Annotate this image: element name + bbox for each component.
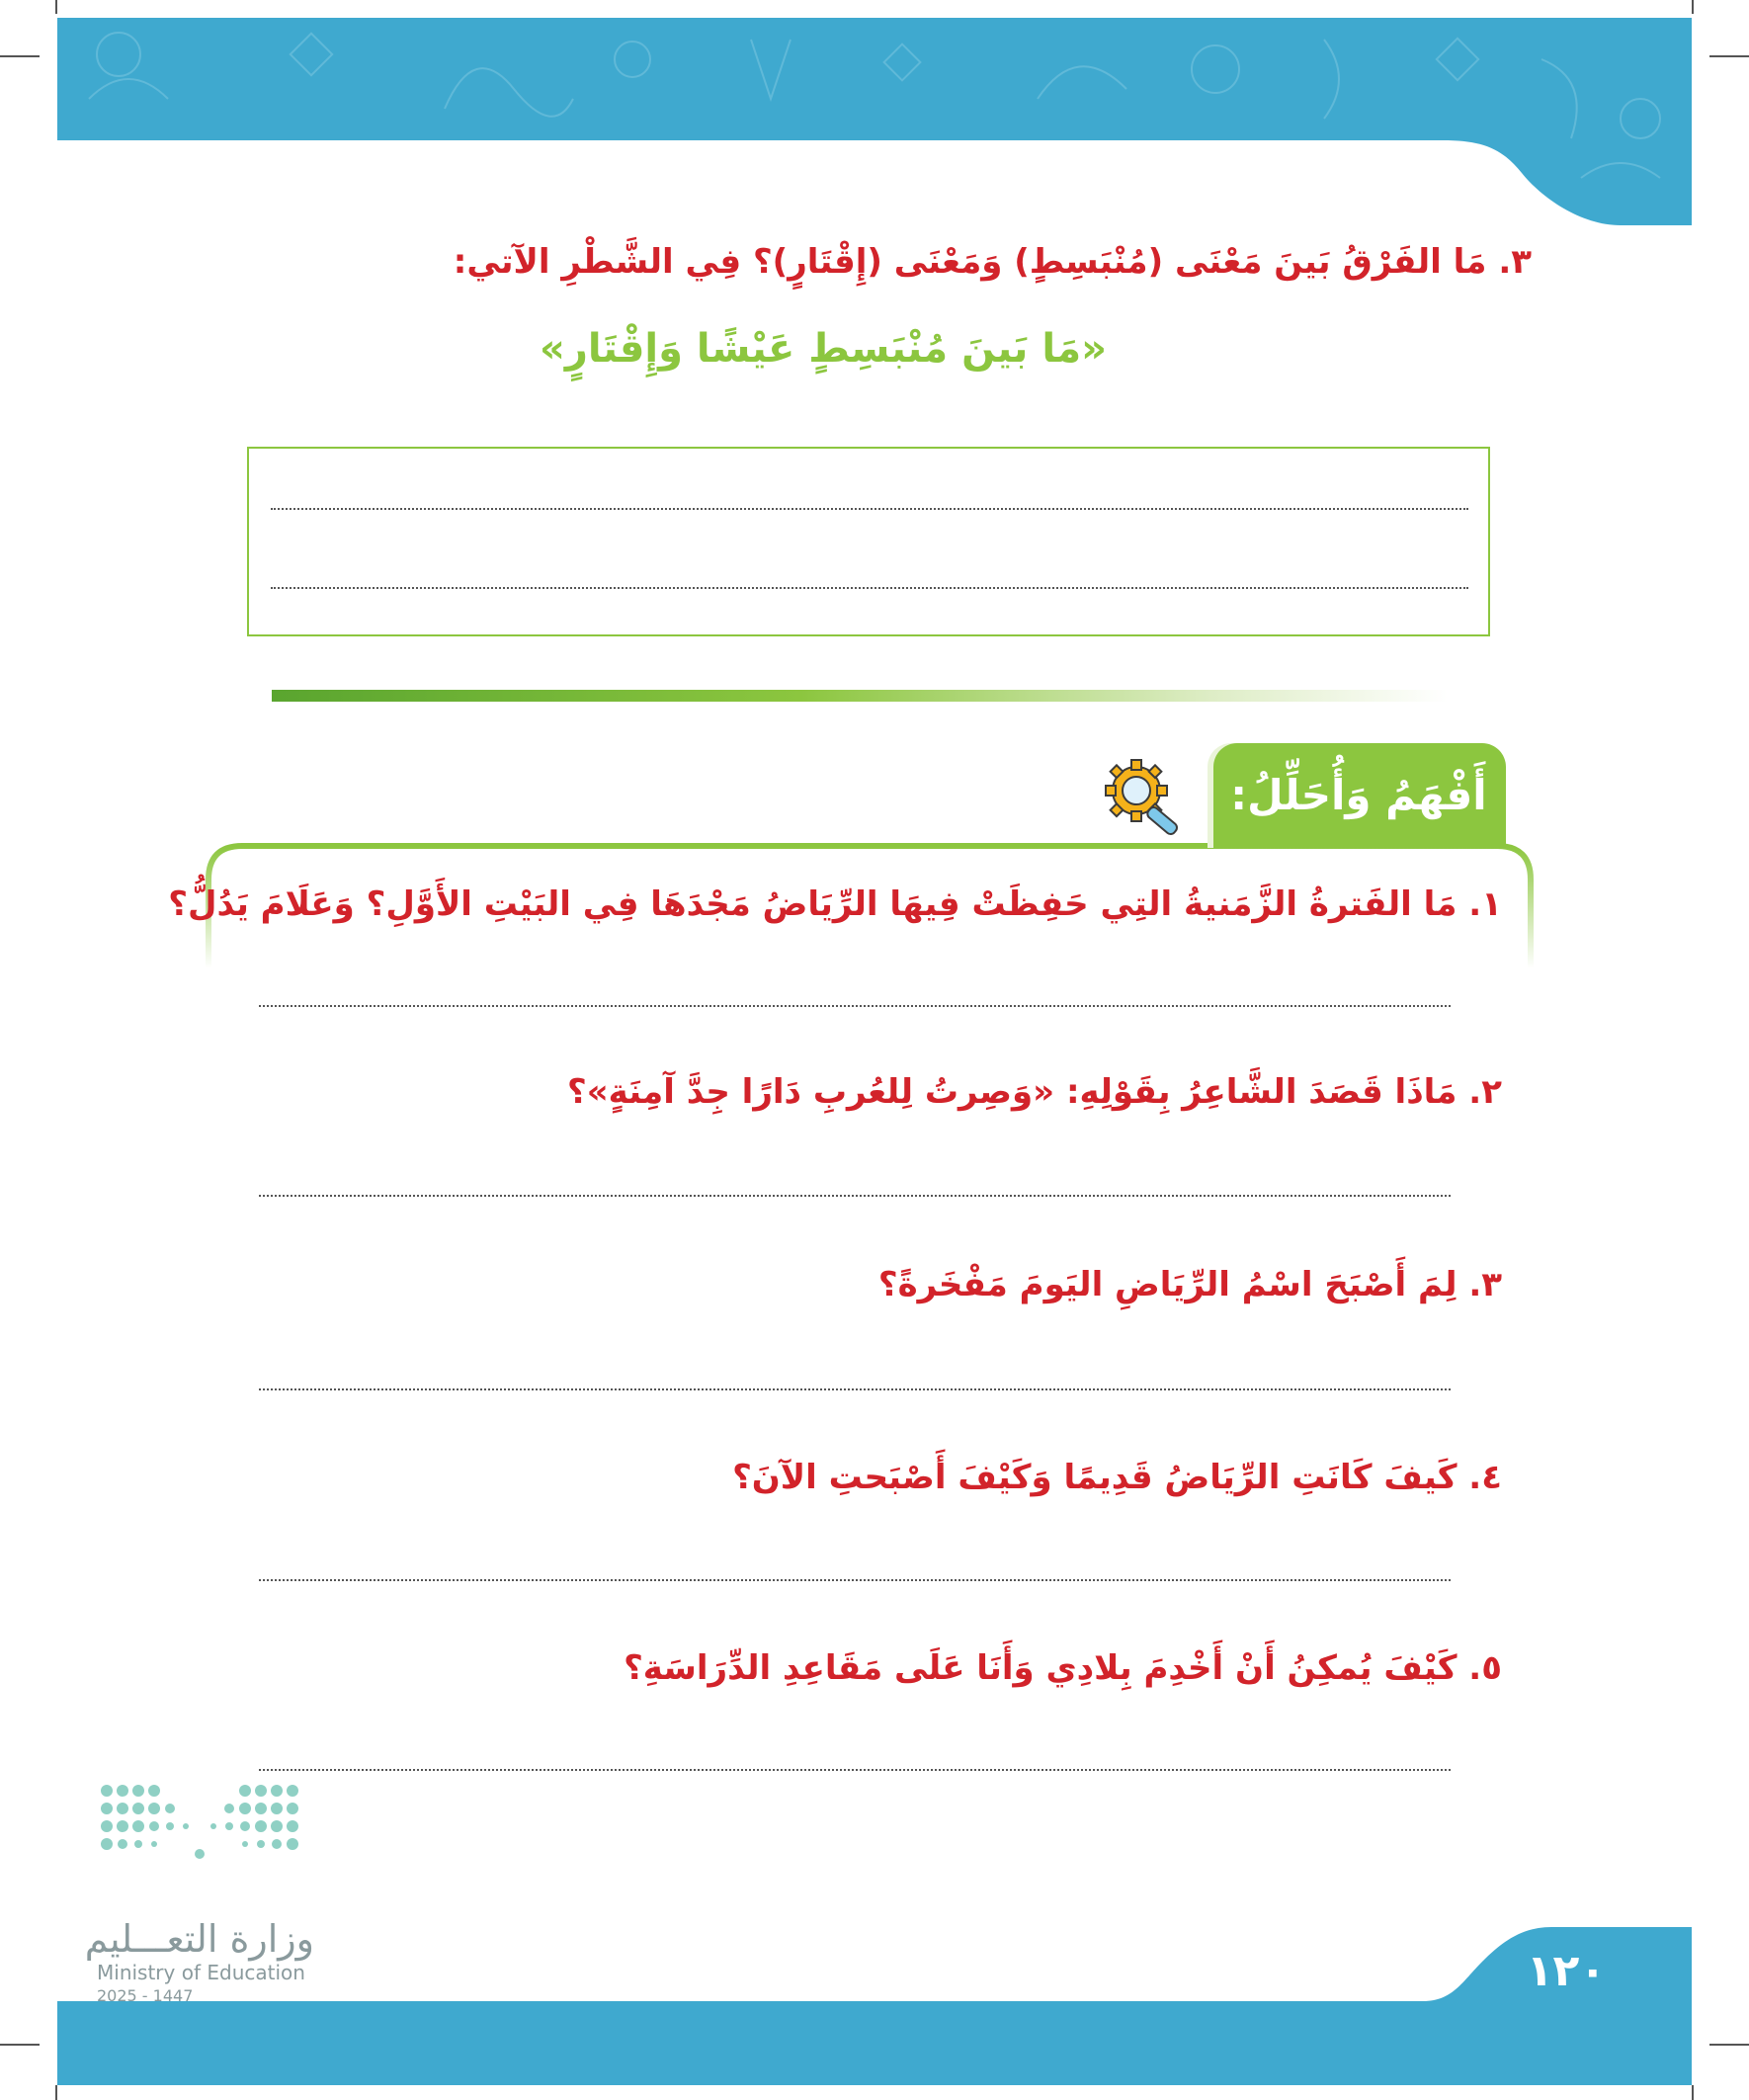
- verse-quote: «مَا بَينَ مُنْبَسِطٍ عَيْشًا وَإِقْتَارٍ»: [540, 326, 1107, 372]
- magnifier-gear-icon: [1102, 756, 1191, 845]
- answer-box[interactable]: [247, 447, 1490, 636]
- section-divider: [272, 690, 1448, 702]
- ministry-year: 2025 - 1447: [97, 1986, 194, 2005]
- page-number: ١٢٠: [1526, 1946, 1607, 1996]
- answer-line[interactable]: [259, 1579, 1451, 1581]
- question-2-text: ٢. مَاذَا قَصَدَ الشَّاعِرُ بِقَوْلِهِ: «وَصِرتُ لِلعُربِ دَارًا جِدَّ آمِنَةٍ»؟: [566, 1072, 1502, 1112]
- answer-line[interactable]: [271, 508, 1468, 510]
- answer-line[interactable]: [259, 1005, 1451, 1007]
- answer-line[interactable]: [259, 1388, 1451, 1390]
- ministry-logo-icon: [97, 1779, 314, 1897]
- ministry-name-ar: وزارة التعـــليم: [84, 1917, 314, 1961]
- answer-line[interactable]: [271, 587, 1468, 589]
- question-5-text: ٥. كَيْفَ يُمكِنُ أَنْ أَخْدِمَ بِلادِي وَأَنَا عَلَى مَقَاعِدِ الدِّرَاسَةِ؟: [624, 1648, 1502, 1688]
- question-1-text: ١. مَا الفَترةُ الزَّمَنيةُ التِي حَفِظَتْ فِيهَا الرِّيَاضُ مَجْدَهَا فِي البَيْتِ الأَوَّلِ؟ وَعَلَامَ يَدُلُّ؟: [168, 884, 1502, 924]
- question-3b-text: ٣. لِمَ أَصْبَحَ اسْمُ الرِّيَاضِ اليَومَ مَفْخَرةً؟: [877, 1265, 1502, 1304]
- answer-line[interactable]: [259, 1195, 1451, 1197]
- question-3-text: ٣. مَا الفَرْقُ بَينَ مَعْنَى (مُنْبَسِطٍ) وَمَعْنَى (إِقْتَارٍ)؟ فِي الشَّطْرِ الآتي:: [453, 242, 1532, 282]
- header-banner: [0, 0, 1749, 237]
- section-title: أَفْهَمُ وَأُحَلِّلُ:: [1230, 771, 1487, 819]
- answer-line[interactable]: [259, 1769, 1451, 1771]
- question-4-text: ٤. كَيفَ كَانَتِ الرِّيَاضُ قَدِيمًا وَكَيْفَ أَصْبَحتِ الآنَ؟: [732, 1458, 1502, 1497]
- footer-banner: [0, 1907, 1749, 2100]
- ministry-name-en: Ministry of Education: [97, 1961, 305, 1984]
